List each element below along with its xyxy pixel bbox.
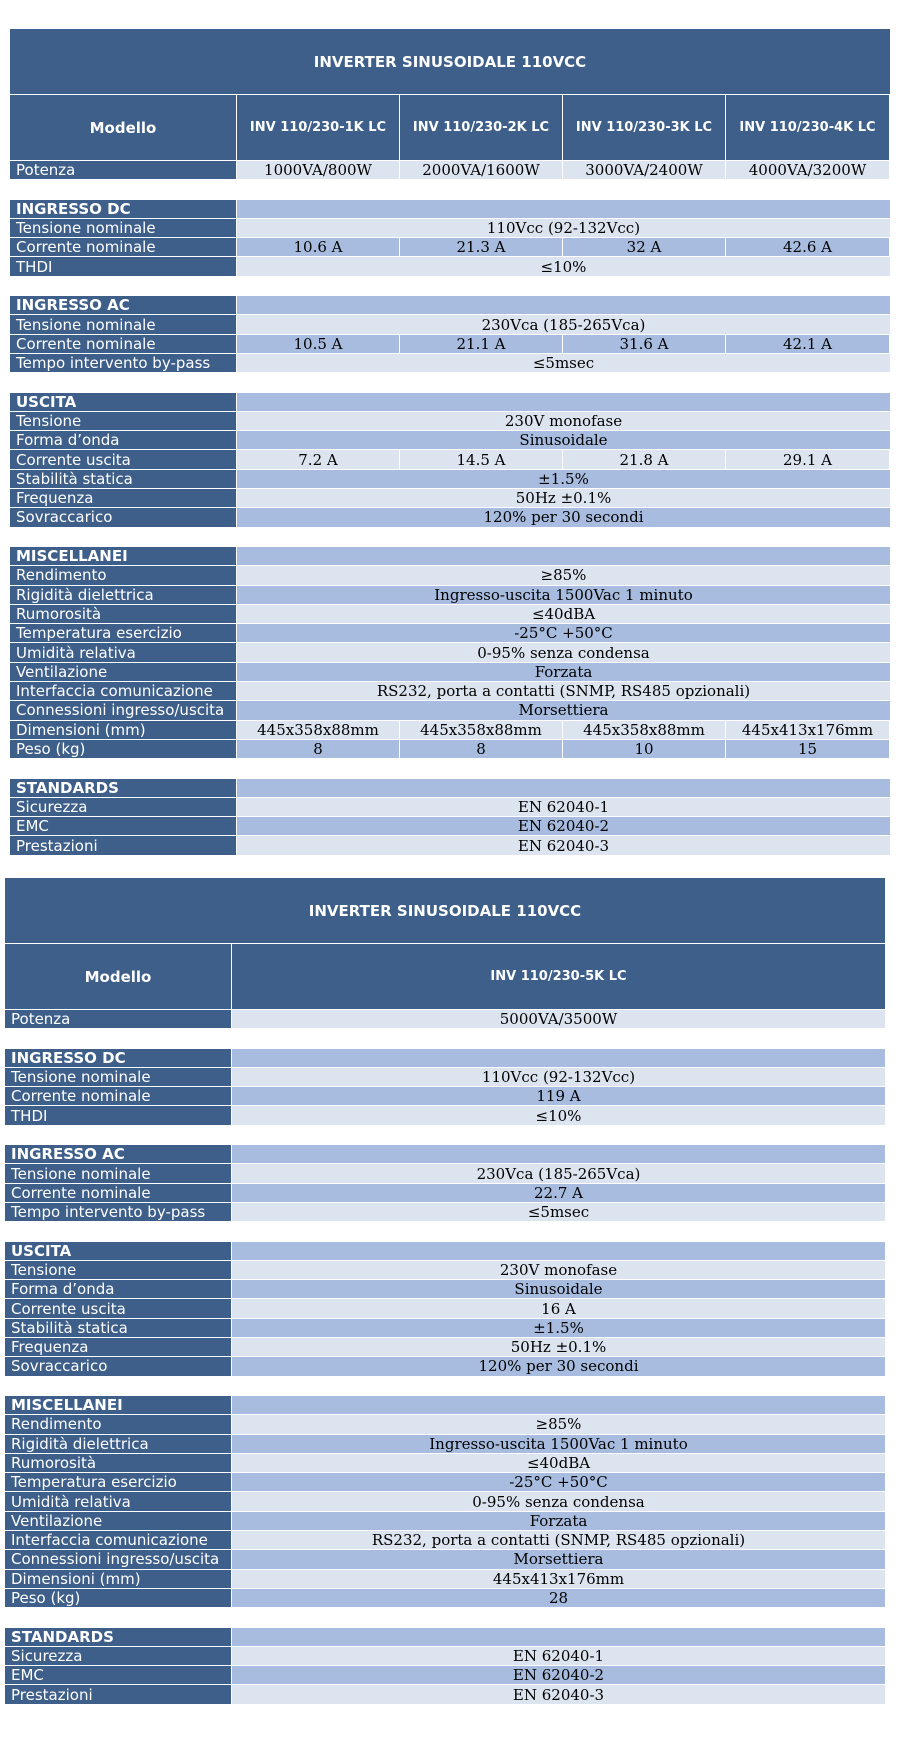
spec-value: 16 A — [232, 1299, 885, 1317]
spec-label: Sovraccarico — [5, 1357, 232, 1375]
power-value: 5000VA/3500W — [232, 1010, 885, 1028]
spec-row — [10, 836, 890, 855]
section-title: USCITA — [5, 1242, 232, 1260]
spec-row — [10, 663, 890, 682]
model-header-row — [10, 95, 890, 161]
spec-value: EN 62040-2 — [232, 1666, 885, 1684]
model-name: INV 110/230-1K LC — [237, 95, 400, 160]
section-spacer — [5, 1222, 885, 1241]
spec-value: Forzata — [232, 1512, 885, 1530]
model-name: INV 110/230-2K LC — [400, 95, 563, 160]
spec-row — [5, 1473, 885, 1492]
spec-value: 21.8 A — [563, 450, 726, 468]
spec-row — [10, 643, 890, 662]
spec-row — [5, 1492, 885, 1511]
spec-value: 8 — [237, 740, 400, 758]
section-header — [5, 1396, 885, 1415]
power-label: Potenza — [5, 1010, 232, 1028]
spec-value: 445x413x176mm — [726, 721, 889, 739]
spec-value: ≥85% — [237, 566, 890, 584]
spec-value: 8 — [400, 740, 563, 758]
spec-value: Sinusoidale — [232, 1280, 885, 1298]
spec-row — [10, 566, 890, 585]
model-label: Modello — [10, 95, 237, 160]
spec-row — [5, 1338, 885, 1357]
spec-row — [5, 1261, 885, 1280]
spec-label: Tensione — [10, 412, 237, 430]
spec-value: 31.6 A — [563, 335, 726, 353]
spec-value: 120% per 30 secondi — [232, 1357, 885, 1375]
section-spacer — [5, 1608, 885, 1627]
spec-value: ≤5msec — [237, 354, 890, 372]
spec-label: Sicurezza — [10, 798, 237, 816]
spec-row — [5, 1203, 885, 1222]
spec-table-1 — [10, 29, 890, 856]
spec-row — [10, 624, 890, 643]
spec-row — [5, 1184, 885, 1203]
section-title: MISCELLANEI — [10, 547, 237, 565]
power-value: 3000VA/2400W — [563, 161, 726, 179]
spec-value: Morsettiera — [232, 1550, 885, 1568]
spec-value: ≤5msec — [232, 1203, 885, 1221]
spec-value: 445x358x88mm — [237, 721, 400, 739]
spec-value: RS232, porta a contatti (SNMP, RS485 opzionali) — [237, 682, 890, 700]
spec-value: Sinusoidale — [237, 431, 890, 449]
table-title: INVERTER SINUSOIDALE 110VCC — [5, 878, 885, 943]
section-spacer — [5, 1029, 885, 1048]
spec-label: Corrente nominale — [10, 335, 237, 353]
spec-row — [10, 238, 890, 257]
spec-label: Frequenza — [10, 489, 237, 507]
model-header-row — [5, 944, 885, 1010]
spec-label: Umidità relativa — [10, 643, 237, 661]
section-title: INGRESSO DC — [5, 1049, 232, 1067]
spec-value: 29.1 A — [726, 450, 889, 468]
spec-value: EN 62040-3 — [232, 1685, 885, 1703]
section-header-fill — [232, 1049, 885, 1067]
spec-value: -25°C +50°C — [232, 1473, 885, 1491]
spec-label: Stabilità statica — [5, 1319, 232, 1337]
spec-label: Dimensioni (mm) — [5, 1570, 232, 1588]
spec-label: Corrente nominale — [5, 1184, 232, 1202]
section-spacer — [10, 180, 890, 199]
spec-value: 445x358x88mm — [400, 721, 563, 739]
section-header — [5, 1242, 885, 1261]
spec-label: Frequenza — [5, 1338, 232, 1356]
spec-row — [10, 605, 890, 624]
section-header — [5, 1049, 885, 1068]
spec-row — [10, 701, 890, 720]
section-header — [10, 393, 890, 412]
spec-value: 119 A — [232, 1087, 885, 1105]
power-row — [10, 161, 890, 180]
spec-value: 22.7 A — [232, 1184, 885, 1202]
spec-label: Prestazioni — [10, 836, 237, 854]
spec-row — [5, 1415, 885, 1434]
spec-value: 230V monofase — [237, 412, 890, 430]
spec-value: 28 — [232, 1589, 885, 1607]
section-header — [10, 779, 890, 798]
spec-row — [5, 1454, 885, 1473]
spec-label: Rumorosità — [10, 605, 237, 623]
section-title: MISCELLANEI — [5, 1396, 232, 1414]
spec-label: Tensione nominale — [5, 1164, 232, 1182]
spec-value: 50Hz ±0.1% — [232, 1338, 885, 1356]
spec-value: 21.1 A — [400, 335, 563, 353]
spec-value: 14.5 A — [400, 450, 563, 468]
spec-value: Forzata — [237, 663, 890, 681]
spec-label: Interfaccia comunicazione — [5, 1531, 232, 1549]
spec-label: Rigidità dielettrica — [5, 1435, 232, 1453]
spec-label: Tensione nominale — [5, 1068, 232, 1086]
spec-value: 110Vcc (92-132Vcc) — [237, 219, 890, 237]
spec-value: ≤40dBA — [232, 1454, 885, 1472]
spec-row — [5, 1589, 885, 1608]
spec-value: Ingresso-uscita 1500Vac 1 minuto — [237, 586, 890, 604]
spec-row — [10, 219, 890, 238]
spec-label: Rendimento — [10, 566, 237, 584]
section-spacer — [10, 528, 890, 547]
spec-label: Sicurezza — [5, 1647, 232, 1665]
spec-label: Forma d’onda — [10, 431, 237, 449]
spec-label: Umidità relativa — [5, 1492, 232, 1510]
section-spacer — [10, 277, 890, 296]
spec-row — [10, 315, 890, 334]
spec-label: Tempo intervento by-pass — [10, 354, 237, 372]
section-spacer — [10, 759, 890, 778]
spec-value: EN 62040-1 — [232, 1647, 885, 1665]
spec-row — [10, 798, 890, 817]
spec-label: Forma d’onda — [5, 1280, 232, 1298]
spec-value: 15 — [726, 740, 889, 758]
table-title-row — [10, 29, 890, 95]
model-name: INV 110/230-4K LC — [726, 95, 889, 160]
section-spacer — [10, 373, 890, 392]
spec-row — [10, 682, 890, 701]
spec-row — [10, 412, 890, 431]
spec-row — [10, 335, 890, 354]
spec-label: Dimensioni (mm) — [10, 721, 237, 739]
spec-label: Prestazioni — [5, 1685, 232, 1703]
spec-value: 110Vcc (92-132Vcc) — [232, 1068, 885, 1086]
spec-value: 10.6 A — [237, 238, 400, 256]
spec-row — [10, 354, 890, 373]
spec-label: Peso (kg) — [10, 740, 237, 758]
spec-value: 230V monofase — [232, 1261, 885, 1279]
power-value: 4000VA/3200W — [726, 161, 889, 179]
spec-label: EMC — [5, 1666, 232, 1684]
section-header — [5, 1145, 885, 1164]
spec-row — [5, 1280, 885, 1299]
section-header-fill — [232, 1628, 885, 1646]
spec-row — [5, 1435, 885, 1454]
spec-label: Interfaccia comunicazione — [10, 682, 237, 700]
spec-row — [10, 450, 890, 469]
model-name: INV 110/230-5K LC — [232, 944, 885, 1009]
spec-value: 230Vca (185-265Vca) — [237, 315, 890, 333]
spec-row — [5, 1164, 885, 1183]
spec-table-2 — [5, 878, 885, 1705]
power-value: 2000VA/1600W — [400, 161, 563, 179]
spec-value: 445x358x88mm — [563, 721, 726, 739]
spec-label: Rumorosità — [5, 1454, 232, 1472]
spec-label: EMC — [10, 817, 237, 835]
section-title: USCITA — [10, 393, 237, 411]
spec-row — [5, 1512, 885, 1531]
spec-label: THDI — [10, 257, 237, 275]
section-title: STANDARDS — [5, 1628, 232, 1646]
spec-label: Corrente nominale — [5, 1087, 232, 1105]
spec-row — [5, 1666, 885, 1685]
spec-value: ≤10% — [237, 257, 890, 275]
spec-label: Ventilazione — [10, 663, 237, 681]
spec-label: Peso (kg) — [5, 1589, 232, 1607]
section-header-fill — [232, 1396, 885, 1414]
spec-value: 0-95% senza condensa — [232, 1492, 885, 1510]
spec-value: EN 62040-3 — [237, 836, 890, 854]
spec-value: 230Vca (185-265Vca) — [232, 1164, 885, 1182]
model-label: Modello — [5, 944, 232, 1009]
spec-row — [5, 1357, 885, 1376]
spec-label: Corrente uscita — [5, 1299, 232, 1317]
spec-label: Temperatura esercizio — [5, 1473, 232, 1491]
spec-label: Tempo intervento by-pass — [5, 1203, 232, 1221]
spec-row — [5, 1647, 885, 1666]
spec-row — [5, 1299, 885, 1318]
spec-value: RS232, porta a contatti (SNMP, RS485 opzionali) — [232, 1531, 885, 1549]
spec-row — [10, 508, 890, 527]
spec-value: 42.6 A — [726, 238, 889, 256]
spec-value: Ingresso-uscita 1500Vac 1 minuto — [232, 1435, 885, 1453]
spec-value: 21.3 A — [400, 238, 563, 256]
spec-label: Sovraccarico — [10, 508, 237, 526]
spec-row — [10, 740, 890, 759]
spec-value: ≤40dBA — [237, 605, 890, 623]
spec-value: 10 — [563, 740, 726, 758]
section-title: STANDARDS — [10, 779, 237, 797]
spec-label: Corrente uscita — [10, 450, 237, 468]
spec-value: 50Hz ±0.1% — [237, 489, 890, 507]
spec-value: EN 62040-2 — [237, 817, 890, 835]
spec-label: Temperatura esercizio — [10, 624, 237, 642]
spec-row — [5, 1531, 885, 1550]
spec-label: THDI — [5, 1106, 232, 1124]
spec-value: 0-95% senza condensa — [237, 643, 890, 661]
spec-value: 7.2 A — [237, 450, 400, 468]
section-header-fill — [232, 1242, 885, 1260]
spec-row — [5, 1087, 885, 1106]
spec-row — [5, 1068, 885, 1087]
section-header-fill — [237, 547, 890, 565]
spec-value: -25°C +50°C — [237, 624, 890, 642]
spec-value: ±1.5% — [237, 470, 890, 488]
section-header-fill — [237, 200, 890, 218]
spec-row — [10, 586, 890, 605]
power-value: 1000VA/800W — [237, 161, 400, 179]
section-title: INGRESSO DC — [10, 200, 237, 218]
section-header-fill — [237, 296, 890, 314]
power-label: Potenza — [10, 161, 237, 179]
spec-value: ≥85% — [232, 1415, 885, 1433]
spec-value: ±1.5% — [232, 1319, 885, 1337]
table-title: INVERTER SINUSOIDALE 110VCC — [10, 29, 890, 94]
spec-label: Corrente nominale — [10, 238, 237, 256]
spec-row — [5, 1685, 885, 1704]
spec-label: Tensione — [5, 1261, 232, 1279]
spec-value: 42.1 A — [726, 335, 889, 353]
section-title: INGRESSO AC — [5, 1145, 232, 1163]
spec-value: 120% per 30 secondi — [237, 508, 890, 526]
spec-label: Connessioni ingresso/uscita — [5, 1550, 232, 1568]
spec-row — [5, 1550, 885, 1569]
spec-row — [5, 1106, 885, 1125]
spec-value: ≤10% — [232, 1106, 885, 1124]
section-header — [10, 296, 890, 315]
spec-label: Rigidità dielettrica — [10, 586, 237, 604]
spec-value: Morsettiera — [237, 701, 890, 719]
spec-row — [10, 470, 890, 489]
section-title: INGRESSO AC — [10, 296, 237, 314]
spec-value: 10.5 A — [237, 335, 400, 353]
spec-label: Ventilazione — [5, 1512, 232, 1530]
model-name: INV 110/230-3K LC — [563, 95, 726, 160]
spec-row — [10, 257, 890, 276]
spec-label: Tensione nominale — [10, 219, 237, 237]
spec-row — [10, 431, 890, 450]
spec-label: Tensione nominale — [10, 315, 237, 333]
section-header-fill — [237, 779, 890, 797]
table-title-row — [5, 878, 885, 944]
section-header — [10, 200, 890, 219]
power-row — [5, 1010, 885, 1029]
section-spacer — [5, 1377, 885, 1396]
section-spacer — [5, 1126, 885, 1145]
spec-row — [5, 1570, 885, 1589]
spec-row — [10, 817, 890, 836]
spec-row — [10, 721, 890, 740]
section-header-fill — [237, 393, 890, 411]
section-header — [5, 1628, 885, 1647]
spec-row — [5, 1319, 885, 1338]
spec-value: EN 62040-1 — [237, 798, 890, 816]
spec-value: 32 A — [563, 238, 726, 256]
section-header-fill — [232, 1145, 885, 1163]
section-header — [10, 547, 890, 566]
spec-label: Stabilità statica — [10, 470, 237, 488]
spec-row — [10, 489, 890, 508]
spec-label: Rendimento — [5, 1415, 232, 1433]
spec-value: 445x413x176mm — [232, 1570, 885, 1588]
spec-label: Connessioni ingresso/uscita — [10, 701, 237, 719]
